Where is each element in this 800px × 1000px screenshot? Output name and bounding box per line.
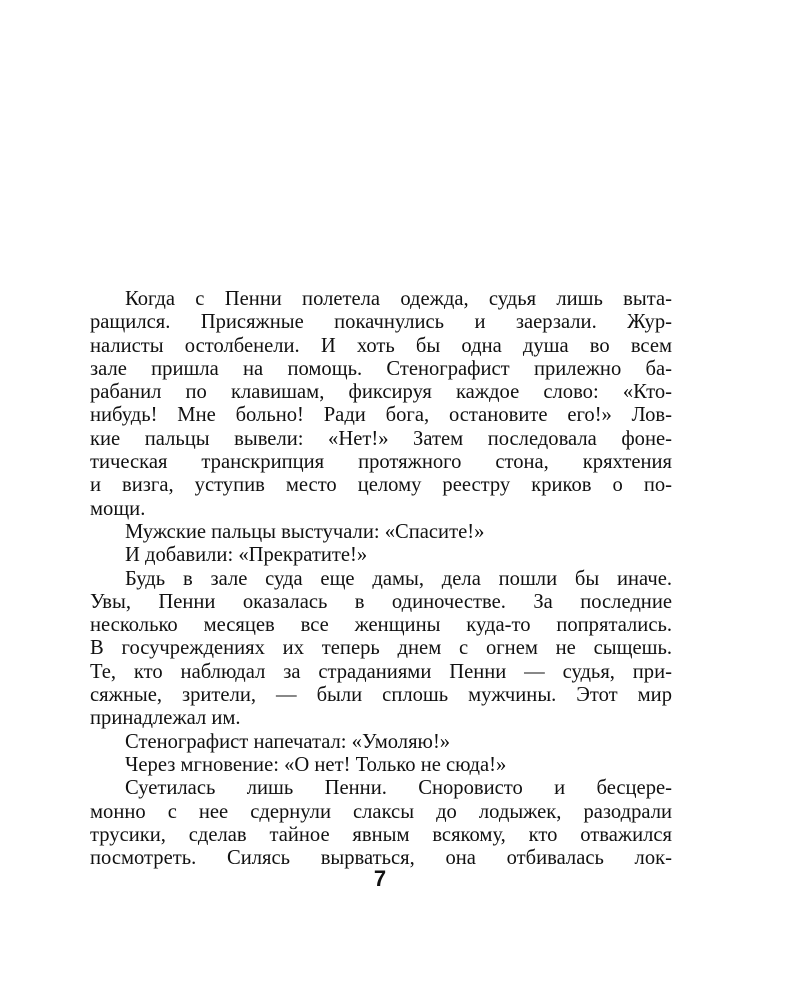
text-line: Суетилась лишь Пенни. Сноровисто и бесцере- (125, 777, 672, 800)
text-line: рабанил по клавишам, фиксируя каждое слово: «Кто- (90, 381, 672, 404)
text-line: Мужские пальцы выстучали: «Спасите!» (125, 520, 485, 543)
text-line: принадлежал им. (90, 707, 241, 730)
text-line: зале пришла на помощь. Стенографист прилежно ба- (90, 357, 672, 380)
text-line: трусики, сделав тайное явным всякому, кто отважился (90, 823, 672, 846)
text-line: ращился. Присяжные покачнулись и заерзали. Жур- (90, 311, 672, 334)
text-line: Увы, Пенни оказалась в одиночестве. За последние (90, 590, 672, 613)
text-line: Те, кто наблюдал за страданиями Пенни — судья, при- (90, 660, 672, 683)
text-line: налисты остолбенели. И хоть бы одна душа во всем (90, 334, 672, 357)
text-line: монно с нее сдернули слаксы до лодыжек, разодрали (90, 800, 672, 823)
text-line: сяжные, зрители, — были сплошь мужчины. Этот мир (90, 684, 672, 707)
text-line: Когда с Пенни полетела одежда, судья лишь выта- (125, 288, 672, 310)
text-line: кие пальцы вывели: «Нет!» Затем последовала фоне- (90, 427, 672, 450)
text-line: и визга, уступив место целому реестру криков о по- (90, 474, 672, 497)
text-line: Через мгновение: «О нет! Только не сюда!» (125, 753, 507, 776)
text-line: нибудь! Мне больно! Ради бога, остановите его!» Лов- (90, 404, 672, 427)
text-line: несколько месяцев все женщины куда-то попрятались. (90, 614, 672, 637)
page-number: 7 (373, 866, 387, 891)
text-line: В госучреждениях их теперь днем с огнем не сыщешь. (90, 637, 672, 660)
body-text (90, 288, 672, 870)
text-line: посмотреть. Силясь вырваться, она отбивалась лок- (90, 847, 672, 870)
text-line: И добавили: «Прекратите!» (125, 544, 368, 567)
text-line: мощи. (90, 497, 146, 520)
text-line: Будь в зале суда еще дамы, дела пошли бы иначе. (125, 567, 672, 590)
text-line: Стенографист напечатал: «Умоляю!» (125, 730, 451, 753)
text-line: тическая транскрипция протяжного стона, кряхтения (90, 451, 672, 474)
